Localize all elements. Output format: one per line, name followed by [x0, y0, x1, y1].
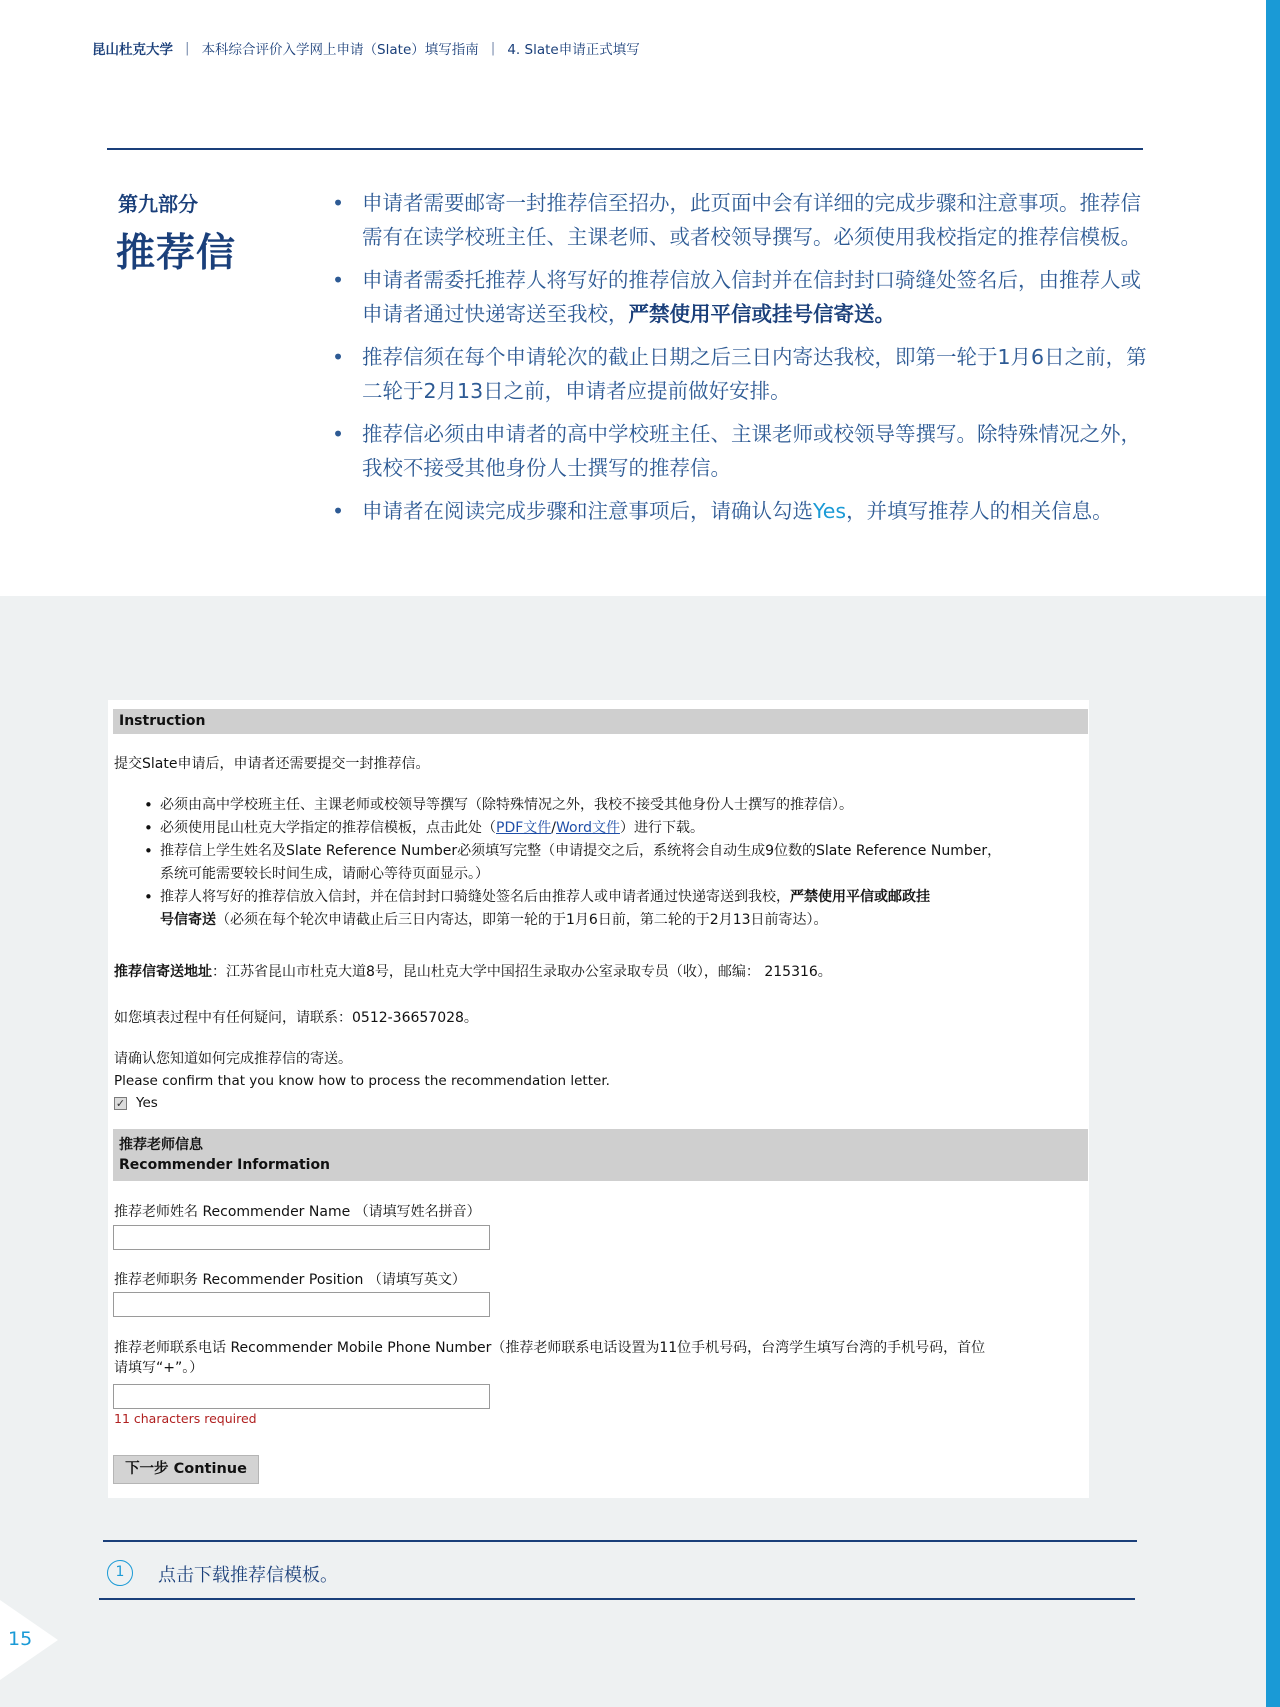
list-item: • 推荐信必须由申请者的高中学校班主任、主课老师或校领导等撰写。除特殊情况之外，我校不接受其他身份人士撰写的推荐信。	[330, 417, 1150, 485]
continue-button[interactable]: 下一步 Continue	[113, 1455, 259, 1484]
confirm-checkbox[interactable]	[114, 1097, 127, 1110]
guidance-bullet-list	[330, 186, 1150, 537]
confirm-checkbox-row[interactable]	[114, 1095, 158, 1111]
section-title: 推荐信	[116, 231, 237, 276]
warning-text: 严禁使用平信或挂号信寄送。	[628, 302, 895, 326]
list-item: • 推荐信须在每个申请轮次的截止日期之后三日内寄达我校，即第一轮于1月6日之前，第二轮于2月13日之前，申请者应提前做好安排。	[330, 340, 1150, 408]
list-item: • 申请者需要邮寄一封推荐信至招办，此页面中会有详细的完成步骤和注意事项。推荐信需有在读学校班主任、主课老师、或者校领导撰写。必须使用我校指定的推荐信模板。	[330, 186, 1150, 254]
recommender-position-input[interactable]	[113, 1292, 490, 1317]
list-item: • 推荐人将写好的推荐信放入信封，并在信封封口骑缝处签名后由推荐人或申请者通过快递寄送到我校，严禁使用平信或邮政挂 号信寄送（必须在每个轮次申请截止后三日内寄达，即第一轮的于1月6日前，第二轮的于2月13日前寄达）。	[144, 886, 1084, 932]
breadcrumb-separator: |	[490, 40, 496, 56]
breadcrumb	[92, 38, 640, 58]
confirm-question-en: Please confirm that you know how to process the recommendation letter.	[114, 1073, 610, 1089]
breadcrumb-guide-title: 本科综合评价入学网上申请（Slate）填写指南	[201, 42, 479, 58]
recommender-phone-input[interactable]	[113, 1384, 490, 1409]
yes-highlight: Yes	[813, 499, 847, 523]
recommendation-form-screenshot	[108, 700, 1089, 1498]
contact-phone: 如您填表过程中有任何疑问，请联系：0512-36657028。	[114, 1010, 478, 1026]
breadcrumb-chapter: 4. Slate申请正式填写	[507, 42, 640, 58]
footnote-number-badge: 1	[107, 1560, 133, 1586]
word-download-link[interactable]: Word文件	[556, 820, 620, 836]
phone-validation-note: 11 characters required	[114, 1411, 257, 1426]
edge-accent-strip	[1266, 0, 1280, 1707]
footnote-divider-top	[103, 1540, 1137, 1542]
recommender-info-header: 推荐老师信息 Recommender Information	[113, 1129, 1088, 1181]
page-number: 15	[8, 1628, 33, 1650]
list-item: • 推荐信上学生姓名及Slate Reference Number必须填写完整（申请提交之后，系统将会自动生成9位数的Slate Reference Number， 系统可能需要较长时间生成，请耐心等待页面显示。）	[144, 840, 1084, 886]
checkmark-icon: ✓	[115, 1096, 126, 1110]
form-intro: 提交Slate申请后，申请者还需要提交一封推荐信。	[114, 756, 430, 772]
footnote-text: 点击下载推荐信模板。	[158, 1565, 338, 1586]
list-item: • 申请者在阅读完成步骤和注意事项后，请确认勾选Yes，并填写推荐人的相关信息。	[330, 494, 1150, 528]
recommender-phone-label: 推荐老师联系电话 Recommender Mobile Phone Number（推荐老师联系电话设置为11位手机号码，台湾学生填写台湾的手机号码，首位 请填写“+”。）	[114, 1340, 986, 1376]
list-item: • 必须由高中学校班主任、主课老师或校领导等撰写（除特殊情况之外，我校不接受其他身份人士撰写的推荐信）。	[144, 794, 1084, 817]
pdf-download-link[interactable]: PDF文件	[496, 820, 552, 836]
instruction-header: Instruction	[113, 709, 1088, 734]
list-item: • 必须使用昆山杜克大学指定的推荐信模板，点击此处（PDF文件/Word文件）进行下载。	[144, 817, 1084, 840]
checkbox-label: Yes	[136, 1095, 158, 1111]
mailing-address: 推荐信寄送地址：江苏省昆山市杜克大道8号，昆山杜克大学中国招生录取办公室录取专员（收），邮编： 215316。	[114, 964, 832, 980]
list-item: • 申请者需委托推荐人将写好的推荐信放入信封并在信封封口骑缝处签名后，由推荐人或申请者通过快递寄送至我校，严禁使用平信或挂号信寄送。	[330, 263, 1150, 331]
recommender-position-label: 推荐老师职务 Recommender Position （请填写英文）	[114, 1272, 466, 1288]
breadcrumb-brand: 昆山杜克大学	[92, 42, 173, 58]
confirm-question-cn: 请确认您知道如何完成推荐信的寄送。	[114, 1051, 352, 1067]
instruction-list	[144, 794, 1084, 932]
section-label: 第九部分	[118, 192, 198, 216]
recommender-name-input[interactable]	[113, 1225, 490, 1250]
recommender-name-label: 推荐老师姓名 Recommender Name （请填写姓名拼音）	[114, 1204, 481, 1220]
breadcrumb-separator: |	[185, 40, 190, 56]
header-divider	[107, 148, 1143, 150]
footnote-divider-bottom	[99, 1598, 1135, 1600]
